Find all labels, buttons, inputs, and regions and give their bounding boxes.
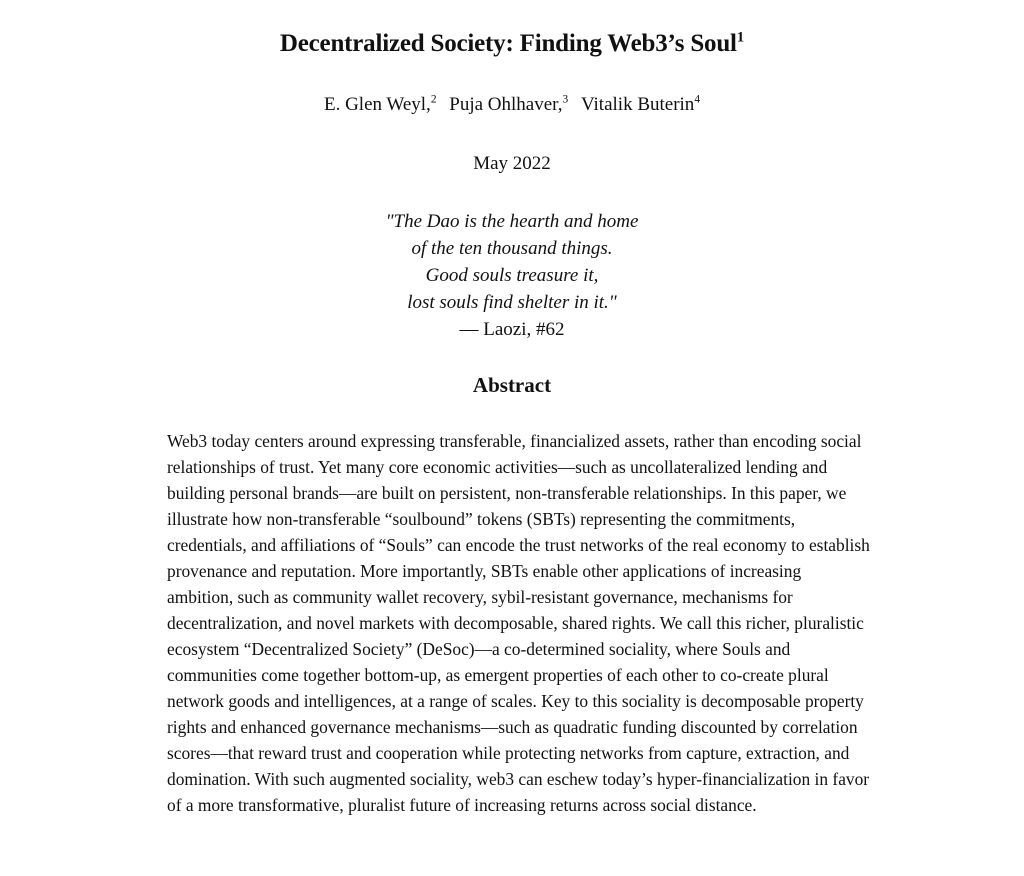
- abstract-line: decentralization, and novel markets with decomposable, shared rights. We call this richer, pluralistic: [167, 613, 864, 633]
- publication-date: May 2022: [473, 153, 551, 174]
- abstract-heading: Abstract: [472, 373, 552, 397]
- author-weyl: [324, 94, 437, 115]
- abstract-line: rights and enhanced governance mechanisms—such as quadratic funding discounted by correlation: [167, 717, 858, 737]
- abstract-line: domination. With such augmented sociality, web3 can eschew today’s hyper-financialization in favor: [167, 769, 870, 789]
- abstract-line: network goods and intelligences, at a range of scales. Key to this sociality is decomposable property: [167, 691, 864, 711]
- author-footnote-marker[interactable]: 4: [694, 93, 701, 106]
- abstract-line: ecosystem “Decentralized Society” (DeSoc)—a co-determined sociality, where Souls and: [167, 639, 791, 659]
- epigraph-attribution: — Laozi, #62: [459, 319, 565, 340]
- abstract-line: scores—that reward trust and cooperation while protecting networks from capture, extraction, and: [167, 743, 850, 763]
- abstract-line: credentials, and affiliations of “Souls” can encode the trust networks of the real economy to establish: [167, 535, 870, 555]
- author-footnote-marker[interactable]: 3: [562, 93, 569, 106]
- paper-title-text: Decentralized Society: Finding Web3’s Soul: [279, 30, 737, 57]
- epigraph-line: of the ten thousand things.: [411, 238, 613, 259]
- epigraph-line: "The Dao is the hearth and home: [385, 211, 639, 232]
- epigraph-line: Good souls treasure it,: [425, 265, 599, 286]
- abstract-line: ambition, such as community wallet recovery, sybil-resistant governance, mechanisms for: [167, 587, 793, 607]
- author-name: E. Glen Weyl,: [323, 94, 431, 115]
- author-name: Puja Ohlhaver,: [449, 94, 563, 115]
- author-list: [0, 94, 1024, 116]
- author-ohlhaver: [449, 94, 568, 115]
- title-footnote-marker[interactable]: 1: [736, 29, 745, 46]
- abstract-line: of a more transformative, pluralist future of increasing returns across social distance.: [167, 795, 757, 815]
- abstract-line: Web3 today centers around expressing transferable, financialized assets, rather than encoding social: [167, 431, 862, 451]
- epigraph: [0, 208, 1024, 343]
- author-buterin: [581, 94, 700, 115]
- abstract-line: provenance and reputation. More importantly, SBTs enable other applications of increasing: [167, 561, 802, 581]
- abstract-line: building personal brands—are built on persistent, non-transferable relationships. In this paper, we: [167, 483, 847, 503]
- paper-title: [0, 30, 1024, 58]
- abstract-line: relationships of trust. Yet many core economic activities—such as uncollateralized lending and: [167, 457, 828, 477]
- author-footnote-marker[interactable]: 2: [430, 93, 437, 106]
- epigraph-line: lost souls find shelter in it.": [407, 292, 617, 313]
- author-name: Vitalik Buterin: [580, 94, 695, 115]
- abstract-line: illustrate how non-transferable “soulbound” tokens (SBTs) representing the commitments,: [167, 509, 796, 529]
- abstract-body: [167, 428, 870, 818]
- abstract-line: communities come together bottom-up, as emergent properties of each other to co-create plural: [167, 665, 829, 685]
